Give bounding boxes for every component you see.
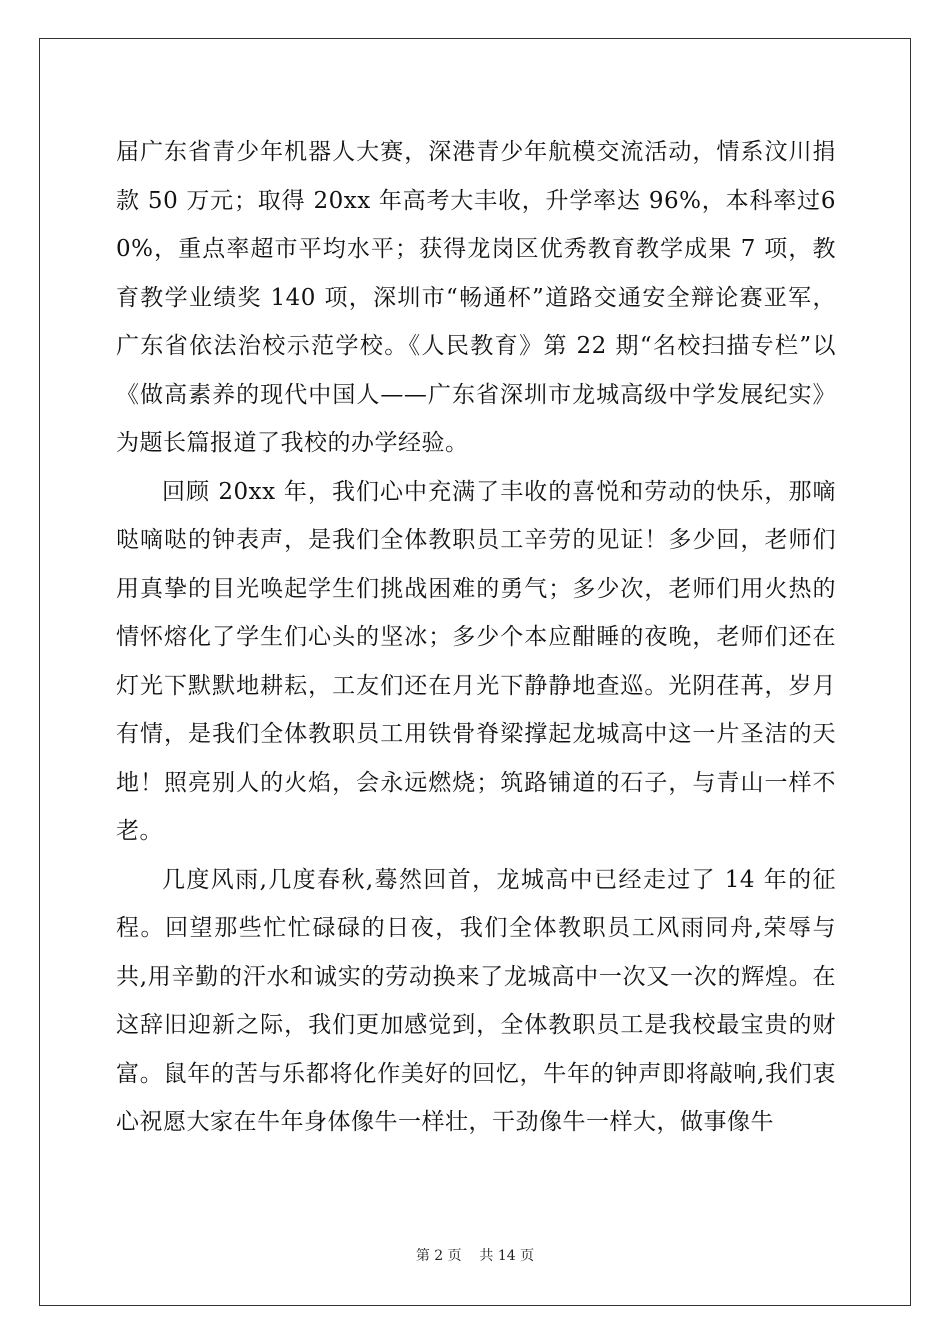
page-number-footer: 第 2 页 共 14 页 [415,1248,535,1264]
paragraph-2: 回顾 20xx 年，我们心中充满了丰收的喜悦和劳动的快乐，那嘀哒嘀哒的钟表声，是我们全体教职员工辛劳的见证！多少回，老师们用真挚的目光唤起学生们挑战困难的勇气；多少次，老师们用火热的情怀熔化了学生们心头的坚冰；多少个本应酣睡的夜晚，老师们还在灯光下默默地耕耘，工友们还在月光下静静地查巡。光阴荏苒，岁月有情，是我们全体教职员工用铁骨脊梁撑起龙城高中这一片圣洁的天地！照亮别人的火焰，会永远燃烧；筑路铺道的石子，与青山一样不老。 [116,478,836,844]
paragraph-1: 届广东省青少年机器人大赛，深港青少年航模交流活动，情系汶川捐款 50 万元；取得 20xx 年高考大丰收，升学率达 96%，本科率过60%，重点率超市平均水平；获得龙岗区优秀教育教学成果 7 项，教育教学业绩奖 140 项，深圳市“畅通杯”道路交通安全辩论赛亚军，广东省依法治校示范学校。《人民教育》第 22 期“名校扫描专栏”以《做高素养的现代中国人——广东省深圳市龙城高级中学发展纪实》为题长篇报道了我校的办学经验。 [116,139,836,456]
paragraph-3: 几度风雨,几度春秋,蓦然回首，龙城高中已经走过了 14 年的征程。回望那些忙忙碌碌的日夜，我们全体教职员工风雨同舟,荣辱与共,用辛勤的汗水和诚实的劳动换来了龙城高中一次又一次的辉煌。在这辞旧迎新之际，我们更加感觉到，全体教职员工是我校最宝贵的财富。鼠年的苦与乐都将化作美好的回忆，牛年的钟声即将敲响,我们衷心祝愿大家在牛年身体像牛一样壮，干劲像牛一样大，做事像牛 [116,866,836,1135]
document-body [116,128,836,1147]
